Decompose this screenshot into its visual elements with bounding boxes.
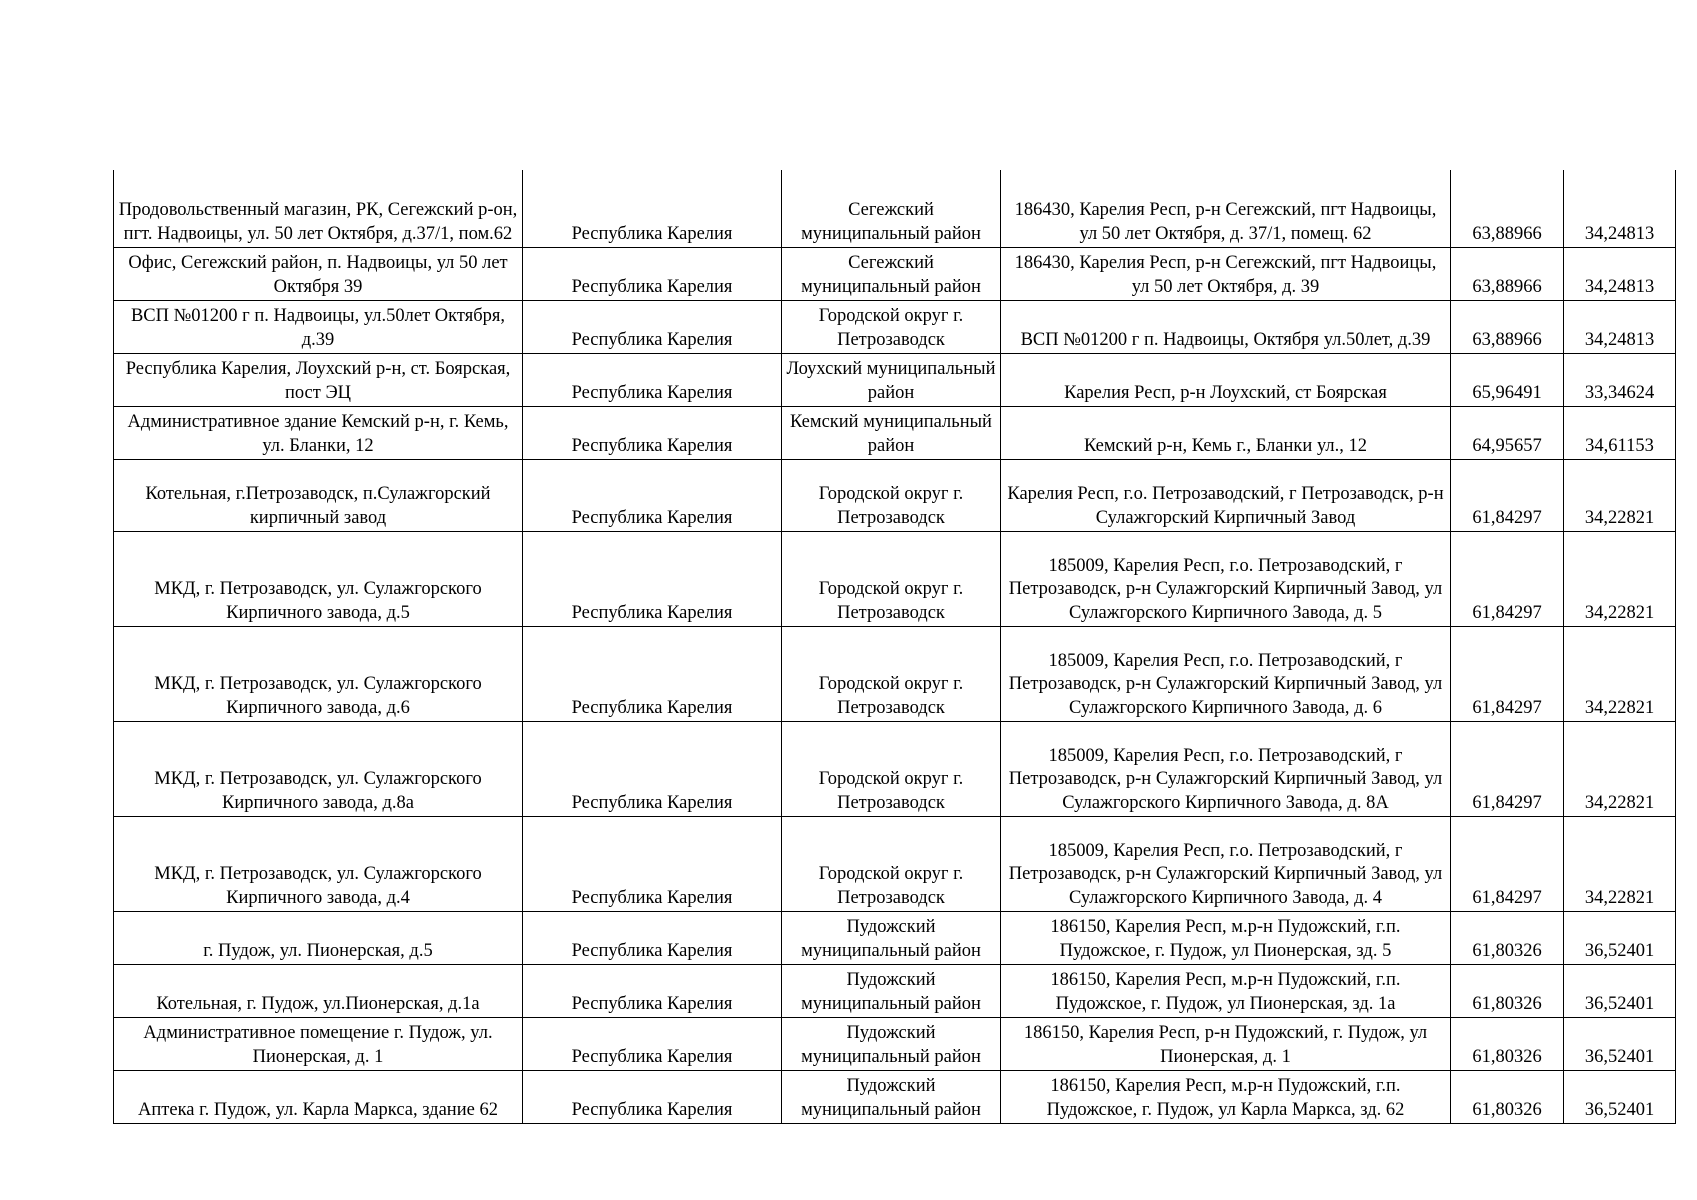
address-cell: 185009, Карелия Респ, г.о. Петрозаводский, г Петрозаводск, р-н Сулажгорский Кирпичный Завод, ул Сулажгорского Кирпичного Завода, д. 8А [1001,722,1451,817]
address-cell: 186150, Карелия Респ, р-н Пудожский, г. Пудож, ул Пионерская, д. 1 [1001,1018,1451,1071]
latitude-cell: 63,88966 [1451,170,1564,248]
region-cell: Республика Карелия [523,1018,782,1071]
object-name-cell: Административное здание Кемский р-н, г. Кемь, ул. Бланки, 12 [114,407,523,460]
latitude-cell: 61,84297 [1451,532,1564,627]
address-cell: Карелия Респ, г.о. Петрозаводский, г Петрозаводск, р-н Сулажгорский Кирпичный Завод [1001,460,1451,532]
object-name-cell: Котельная, г. Пудож, ул.Пионерская, д.1а [114,965,523,1018]
longitude-cell: 34,22821 [1564,817,1676,912]
longitude-cell: 34,61153 [1564,407,1676,460]
object-name-cell: г. Пудож, ул. Пионерская, д.5 [114,912,523,965]
region-cell: Республика Карелия [523,722,782,817]
region-cell: Республика Карелия [523,170,782,248]
address-cell: Кемский р-н, Кемь г., Бланки ул., 12 [1001,407,1451,460]
region-cell: Республика Карелия [523,248,782,301]
longitude-cell: 34,24813 [1564,248,1676,301]
municipality-cell: Городской округ г. Петрозаводск [782,627,1001,722]
latitude-cell: 61,80326 [1451,1018,1564,1071]
table-row [114,407,1676,460]
latitude-cell: 61,84297 [1451,817,1564,912]
longitude-cell: 34,22821 [1564,460,1676,532]
municipality-cell: Городской округ г. Петрозаводск [782,722,1001,817]
table-row [114,460,1676,532]
object-name-cell: Административное помещение г. Пудож, ул. Пионерская, д. 1 [114,1018,523,1071]
address-cell: Карелия Респ, р-н Лоухский, ст Боярская [1001,354,1451,407]
latitude-cell: 61,80326 [1451,965,1564,1018]
municipality-cell: Сегежский муниципальный район [782,248,1001,301]
region-cell: Республика Карелия [523,627,782,722]
longitude-cell: 36,52401 [1564,912,1676,965]
table-row [114,722,1676,817]
longitude-cell: 36,52401 [1564,1018,1676,1071]
longitude-cell: 33,34624 [1564,354,1676,407]
table-row [114,912,1676,965]
municipality-cell: Пудожский муниципальный район [782,965,1001,1018]
latitude-cell: 61,80326 [1451,1071,1564,1124]
object-name-cell: Продовольственный магазин, РК, Сегежский р-он, пгт. Надвоицы, ул. 50 лет Октября, д.37/1, пом.62 [114,170,523,248]
latitude-cell: 61,84297 [1451,722,1564,817]
region-cell: Республика Карелия [523,817,782,912]
table-row [114,965,1676,1018]
municipality-cell: Городской округ г. Петрозаводск [782,460,1001,532]
address-cell: ВСП №01200 г п. Надвоицы, Октября ул.50лет, д.39 [1001,301,1451,354]
region-cell: Республика Карелия [523,460,782,532]
object-name-cell: МКД, г. Петрозаводск, ул. Сулажгорского Кирпичного завода, д.4 [114,817,523,912]
table-row [114,627,1676,722]
address-cell: 186430, Карелия Респ, р-н Сегежский, пгт Надвоицы, ул 50 лет Октября, д. 37/1, помещ. 62 [1001,170,1451,248]
table-row [114,248,1676,301]
municipality-cell: Пудожский муниципальный район [782,1018,1001,1071]
address-cell: 185009, Карелия Респ, г.о. Петрозаводский, г Петрозаводск, р-н Сулажгорский Кирпичный Завод, ул Сулажгорского Кирпичного Завода, д. 6 [1001,627,1451,722]
latitude-cell: 64,95657 [1451,407,1564,460]
municipality-cell: Сегежский муниципальный район [782,170,1001,248]
address-cell: 186150, Карелия Респ, м.р-н Пудожский, г.п. Пудожское, г. Пудож, ул Пионерская, зд. 1а [1001,965,1451,1018]
table-row [114,1071,1676,1124]
longitude-cell: 34,22821 [1564,627,1676,722]
latitude-cell: 61,84297 [1451,460,1564,532]
address-cell: 185009, Карелия Респ, г.о. Петрозаводский, г Петрозаводск, р-н Сулажгорский Кирпичный Завод, ул Сулажгорского Кирпичного Завода, д. 4 [1001,817,1451,912]
latitude-cell: 63,88966 [1451,248,1564,301]
municipality-cell: Городской округ г. Петрозаводск [782,532,1001,627]
object-name-cell: МКД, г. Петрозаводск, ул. Сулажгорского Кирпичного завода, д.6 [114,627,523,722]
table-row [114,532,1676,627]
municipality-cell: Пудожский муниципальный район [782,912,1001,965]
address-cell: 186150, Карелия Респ, м.р-н Пудожский, г.п. Пудожское, г. Пудож, ул Карла Маркса, зд. 62 [1001,1071,1451,1124]
municipality-cell: Городской округ г. Петрозаводск [782,301,1001,354]
objects-table-body [114,170,1676,1124]
object-name-cell: Котельная, г.Петрозаводск, п.Сулажгорский кирпичный завод [114,460,523,532]
longitude-cell: 36,52401 [1564,965,1676,1018]
latitude-cell: 63,88966 [1451,301,1564,354]
longitude-cell: 34,22821 [1564,722,1676,817]
object-name-cell: МКД, г. Петрозаводск, ул. Сулажгорского Кирпичного завода, д.5 [114,532,523,627]
table-row [114,1018,1676,1071]
region-cell: Республика Карелия [523,301,782,354]
region-cell: Республика Карелия [523,1071,782,1124]
longitude-cell: 34,22821 [1564,532,1676,627]
objects-table [113,170,1676,1124]
longitude-cell: 34,24813 [1564,301,1676,354]
table-row [114,354,1676,407]
table-row [114,170,1676,248]
address-cell: 186430, Карелия Респ, р-н Сегежский, пгт Надвоицы, ул 50 лет Октября, д. 39 [1001,248,1451,301]
region-cell: Республика Карелия [523,912,782,965]
municipality-cell: Пудожский муниципальный район [782,1071,1001,1124]
municipality-cell: Кемский муниципальный район [782,407,1001,460]
longitude-cell: 36,52401 [1564,1071,1676,1124]
object-name-cell: ВСП №01200 г п. Надвоицы, ул.50лет Октября, д.39 [114,301,523,354]
region-cell: Республика Карелия [523,965,782,1018]
address-cell: 186150, Карелия Респ, м.р-н Пудожский, г.п. Пудожское, г. Пудож, ул Пионерская, зд. 5 [1001,912,1451,965]
object-name-cell: Офис, Сегежский район, п. Надвоицы, ул 50 лет Октября 39 [114,248,523,301]
region-cell: Республика Карелия [523,532,782,627]
object-name-cell: Республика Карелия, Лоухский р-н, ст. Боярская, пост ЭЦ [114,354,523,407]
object-name-cell: Аптека г. Пудож, ул. Карла Маркса, здание 62 [114,1071,523,1124]
table-row [114,301,1676,354]
address-cell: 185009, Карелия Респ, г.о. Петрозаводский, г Петрозаводск, р-н Сулажгорский Кирпичный Завод, ул Сулажгорского Кирпичного Завода, д. 5 [1001,532,1451,627]
latitude-cell: 61,80326 [1451,912,1564,965]
latitude-cell: 61,84297 [1451,627,1564,722]
municipality-cell: Лоухский муниципальный район [782,354,1001,407]
latitude-cell: 65,96491 [1451,354,1564,407]
object-name-cell: МКД, г. Петрозаводск, ул. Сулажгорского Кирпичного завода, д.8а [114,722,523,817]
region-cell: Республика Карелия [523,354,782,407]
longitude-cell: 34,24813 [1564,170,1676,248]
municipality-cell: Городской округ г. Петрозаводск [782,817,1001,912]
table-row [114,817,1676,912]
region-cell: Республика Карелия [523,407,782,460]
